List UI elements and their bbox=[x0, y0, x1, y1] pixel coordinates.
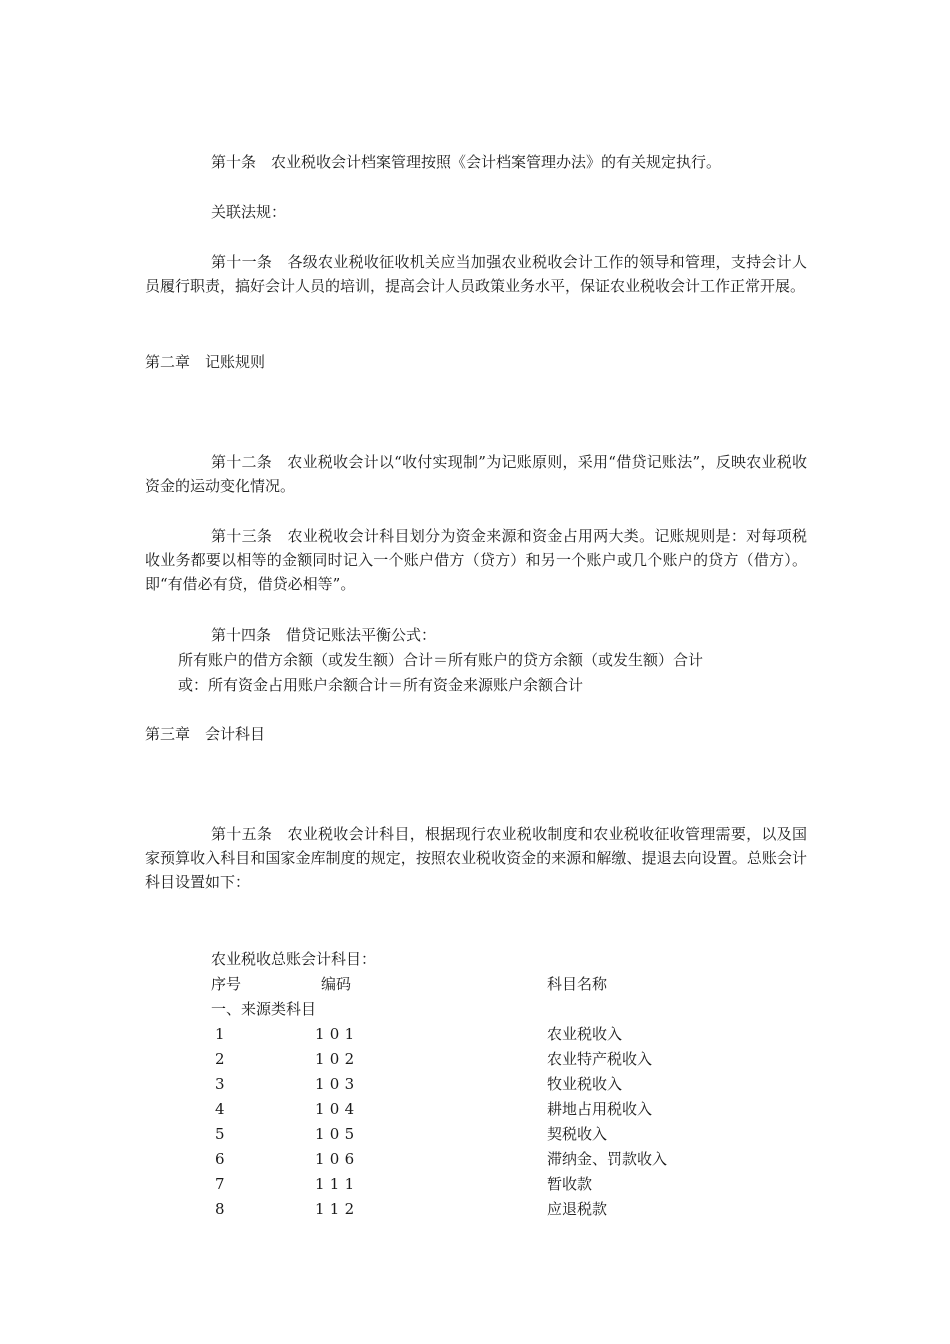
article-number: 第十一条 bbox=[211, 253, 273, 271]
article-number: 第十五条 bbox=[211, 825, 273, 843]
row-name: 耕地占用税收入 bbox=[547, 1100, 653, 1118]
article-text: 各级农业税收征收机关应当加强农业税收会计工作的领导和管理，支持会计人员履行职责，搞好会计人员的培训，提高会计人员政策业务水平，保证农业税收会计工作正常开展。 bbox=[145, 253, 807, 295]
related-regulations-label: 关联法规： bbox=[211, 203, 287, 221]
article-text: 借贷记账法平衡公式： bbox=[286, 626, 437, 644]
article-number: 第十二条 bbox=[211, 453, 273, 471]
account-subjects-table bbox=[211, 947, 771, 1222]
chapter-number: 第三章 bbox=[145, 725, 191, 743]
row-name: 牧业税收入 bbox=[547, 1075, 623, 1093]
row-name: 暂收款 bbox=[547, 1175, 593, 1193]
article-number: 第十三条 bbox=[211, 527, 273, 545]
row-code: 105 bbox=[315, 1125, 360, 1143]
article-10 bbox=[145, 150, 807, 174]
chapter-title: 记账规则 bbox=[205, 353, 266, 371]
article-text: 农业税收会计以“收付实现制”为记账原则，采用“借贷记账法”，反映农业税收资金的运动变化情况。 bbox=[145, 453, 807, 495]
table-row bbox=[211, 1072, 771, 1097]
table-header-row bbox=[211, 972, 771, 997]
article-text: 农业税收会计档案管理按照《会计档案管理办法》的有关规定执行。 bbox=[271, 153, 722, 171]
article-13 bbox=[145, 524, 807, 596]
table-row bbox=[211, 1022, 771, 1047]
article-text: 农业税收会计科目划分为资金来源和资金占用两大类。记账规则是：对每项税收业务都要以相等的金额同时记入一个账户借方（贷方）和另一个账户或几个账户的贷方（借方）。即“有借必有贷，借贷必相等”。 bbox=[145, 527, 807, 593]
row-code: 111 bbox=[315, 1175, 360, 1193]
row-no: 8 bbox=[215, 1200, 225, 1218]
formula-line-2: 或：所有资金占用账户余额合计＝所有资金来源账户余额合计 bbox=[178, 676, 584, 694]
row-code: 103 bbox=[315, 1075, 360, 1093]
table-row bbox=[211, 1122, 771, 1147]
table-caption bbox=[211, 947, 771, 972]
section-title: 一、来源类科目 bbox=[211, 1000, 317, 1018]
chapter-number: 第二章 bbox=[145, 353, 191, 371]
row-name: 应退税款 bbox=[547, 1200, 608, 1218]
row-name: 农业特产税收入 bbox=[547, 1050, 653, 1068]
row-name: 契税收入 bbox=[547, 1125, 608, 1143]
header-code: 编码 bbox=[321, 975, 352, 993]
table-row bbox=[211, 1097, 771, 1122]
article-11 bbox=[145, 250, 807, 298]
row-name: 农业税收入 bbox=[547, 1025, 623, 1043]
article-number: 第十条 bbox=[211, 153, 257, 171]
row-no: 3 bbox=[215, 1075, 225, 1093]
table-caption-text: 农业税收总账会计科目： bbox=[211, 950, 377, 968]
table-section-heading bbox=[211, 997, 771, 1022]
chapter-2-heading bbox=[145, 350, 745, 374]
row-no: 5 bbox=[215, 1125, 225, 1143]
article-text: 农业税收会计科目，根据现行农业税收制度和农业税收征收管理需要，以及国家预算收入科目和国家金库制度的规定，按照农业税收资金的来源和解缴、提退去向设置。总账会计科目设置如下： bbox=[145, 825, 807, 891]
row-no: 7 bbox=[215, 1175, 225, 1193]
row-name: 滞纳金、罚款收入 bbox=[547, 1150, 668, 1168]
row-code: 101 bbox=[315, 1025, 360, 1043]
formula-line-1: 所有账户的借方余额（或发生额）合计＝所有账户的贷方余额（或发生额）合计 bbox=[178, 651, 704, 669]
row-code: 106 bbox=[315, 1150, 360, 1168]
row-code: 104 bbox=[315, 1100, 360, 1118]
row-no: 4 bbox=[215, 1100, 225, 1118]
article-12 bbox=[145, 450, 807, 498]
table-row bbox=[211, 1047, 771, 1072]
article-15 bbox=[145, 822, 807, 894]
header-no: 序号 bbox=[211, 975, 242, 993]
row-code: 112 bbox=[315, 1200, 360, 1218]
chapter-3-heading bbox=[145, 722, 745, 746]
article-number: 第十四条 bbox=[211, 626, 272, 644]
table-row bbox=[211, 1197, 771, 1222]
table-row bbox=[211, 1147, 771, 1172]
row-no: 1 bbox=[215, 1025, 225, 1043]
chapter-title: 会计科目 bbox=[205, 725, 266, 743]
table-row bbox=[211, 1172, 771, 1197]
row-code: 102 bbox=[315, 1050, 360, 1068]
row-no: 2 bbox=[215, 1050, 225, 1068]
header-name: 科目名称 bbox=[547, 975, 608, 993]
article-14 bbox=[211, 623, 811, 647]
row-no: 6 bbox=[215, 1150, 225, 1168]
